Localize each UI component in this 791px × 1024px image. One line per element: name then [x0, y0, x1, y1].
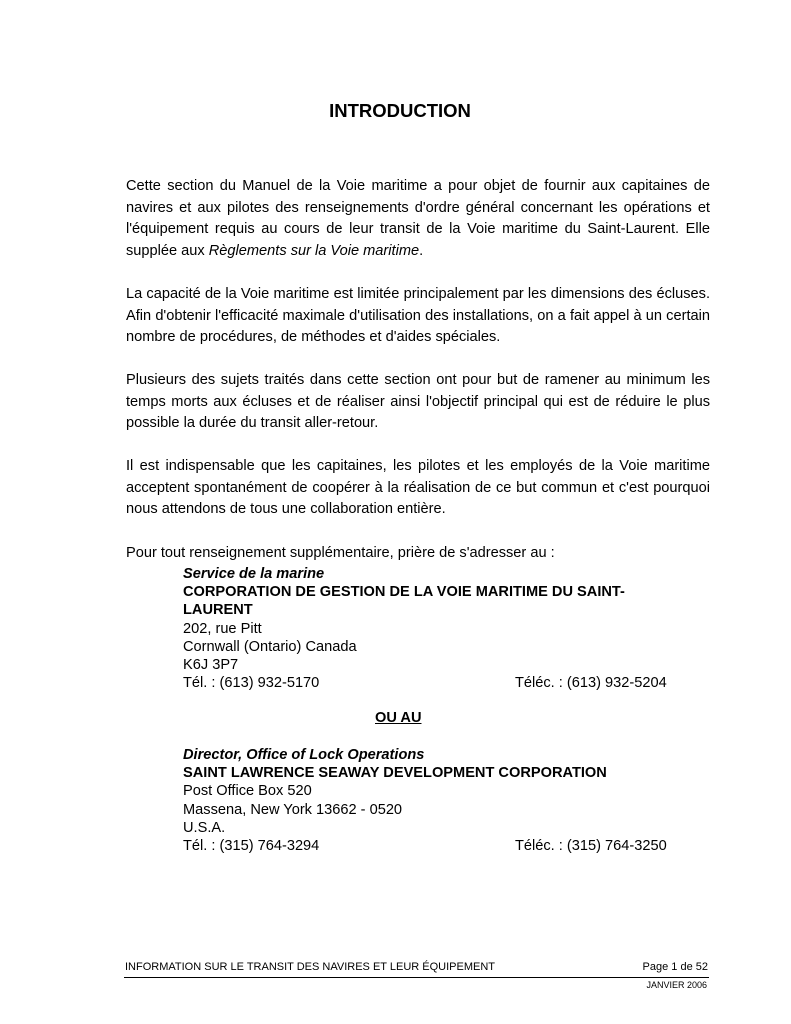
address2-phone-row [183, 837, 683, 855]
intro-paragraph-1-end: . [419, 242, 424, 259]
regulations-title: Règlements sur la Voie maritime [208, 242, 420, 259]
intro-paragraph-3: Plusieurs des sujets traités dans cette section ont pour but de ramener au minimum les temps morts aux écluses et de réaliser ainsi l'objectif principal qui est de réduire le plus possible la durée du transit aller-retour. [126, 372, 710, 431]
contact-intro: Pour tout renseignement supplémentaire, prière de s'adresser au : [126, 545, 555, 561]
canadian-address-block [183, 565, 683, 692]
footer-page-number: Page 1 de 52 [642, 961, 708, 973]
address2-country: U.S.A. [183, 819, 226, 836]
address1-phone-row [183, 674, 683, 692]
us-address-block [183, 746, 683, 855]
address2-telephone: Tél. : (315) 764-3294 [183, 838, 320, 855]
address2-city: Massena, New York 13662 - 0520 [183, 801, 403, 818]
page-title: INTRODUCTION [329, 100, 471, 121]
address1-corporation-line2: LAURENT [183, 602, 253, 619]
address1-street: 202, rue Pitt [183, 620, 262, 637]
intro-paragraph-1 [126, 176, 710, 262]
address1-corporation-line1: CORPORATION DE GESTION DE LA VOIE MARITIME DU SAINT- [183, 584, 625, 601]
address2-street: Post Office Box 520 [183, 783, 312, 800]
address2-fax: Téléc. : (315) 764-3250 [515, 838, 667, 855]
intro-paragraph-4: Il est indispensable que les capitaines, les pilotes et les employés de la Voie maritime acceptent spontanément de coopérer à la réalisation de ce but commun et c'est pourquoi nous attendons de tous une collaboration entière. [126, 458, 710, 517]
address1-postal-code: K6J 3P7 [183, 657, 239, 674]
address1-telephone: Tél. : (613) 932-5170 [183, 675, 320, 692]
address1-fax: Téléc. : (613) 932-5204 [515, 675, 667, 692]
address-separator: OU AU [375, 710, 422, 726]
address2-corporation: SAINT LAWRENCE SEAWAY DEVELOPMENT CORPORATION [183, 765, 607, 782]
intro-paragraph-2: La capacité de la Voie maritime est limitée principalement par les dimensions des écluses. Afin d'obtenir l'efficacité maximale d'utilisation des installations, on a fait appel à un certain nombre de procédures, de méthodes et d'aides spéciales. [126, 286, 710, 345]
footer-document-title: INFORMATION SUR LE TRANSIT DES NAVIRES ET LEUR ÉQUIPEMENT [125, 961, 495, 973]
address2-department: Director, Office of Lock Operations [183, 747, 425, 763]
address1-city: Cornwall (Ontario) Canada [183, 638, 357, 655]
address1-department: Service de la marine [183, 566, 325, 582]
footer-divider [124, 977, 709, 978]
footer-date: JANVIER 2006 [646, 980, 707, 990]
intro-paragraph-1-text: Cette section du Manuel de la Voie maritime a pour objet de fournir aux capitaines de navires et aux pilotes des renseignements d'ordre général concernant les opérations et l'équipement requis au cours de leur transit de la Voie maritime du Saint-Laurent. Elle supplée aux [126, 178, 710, 259]
